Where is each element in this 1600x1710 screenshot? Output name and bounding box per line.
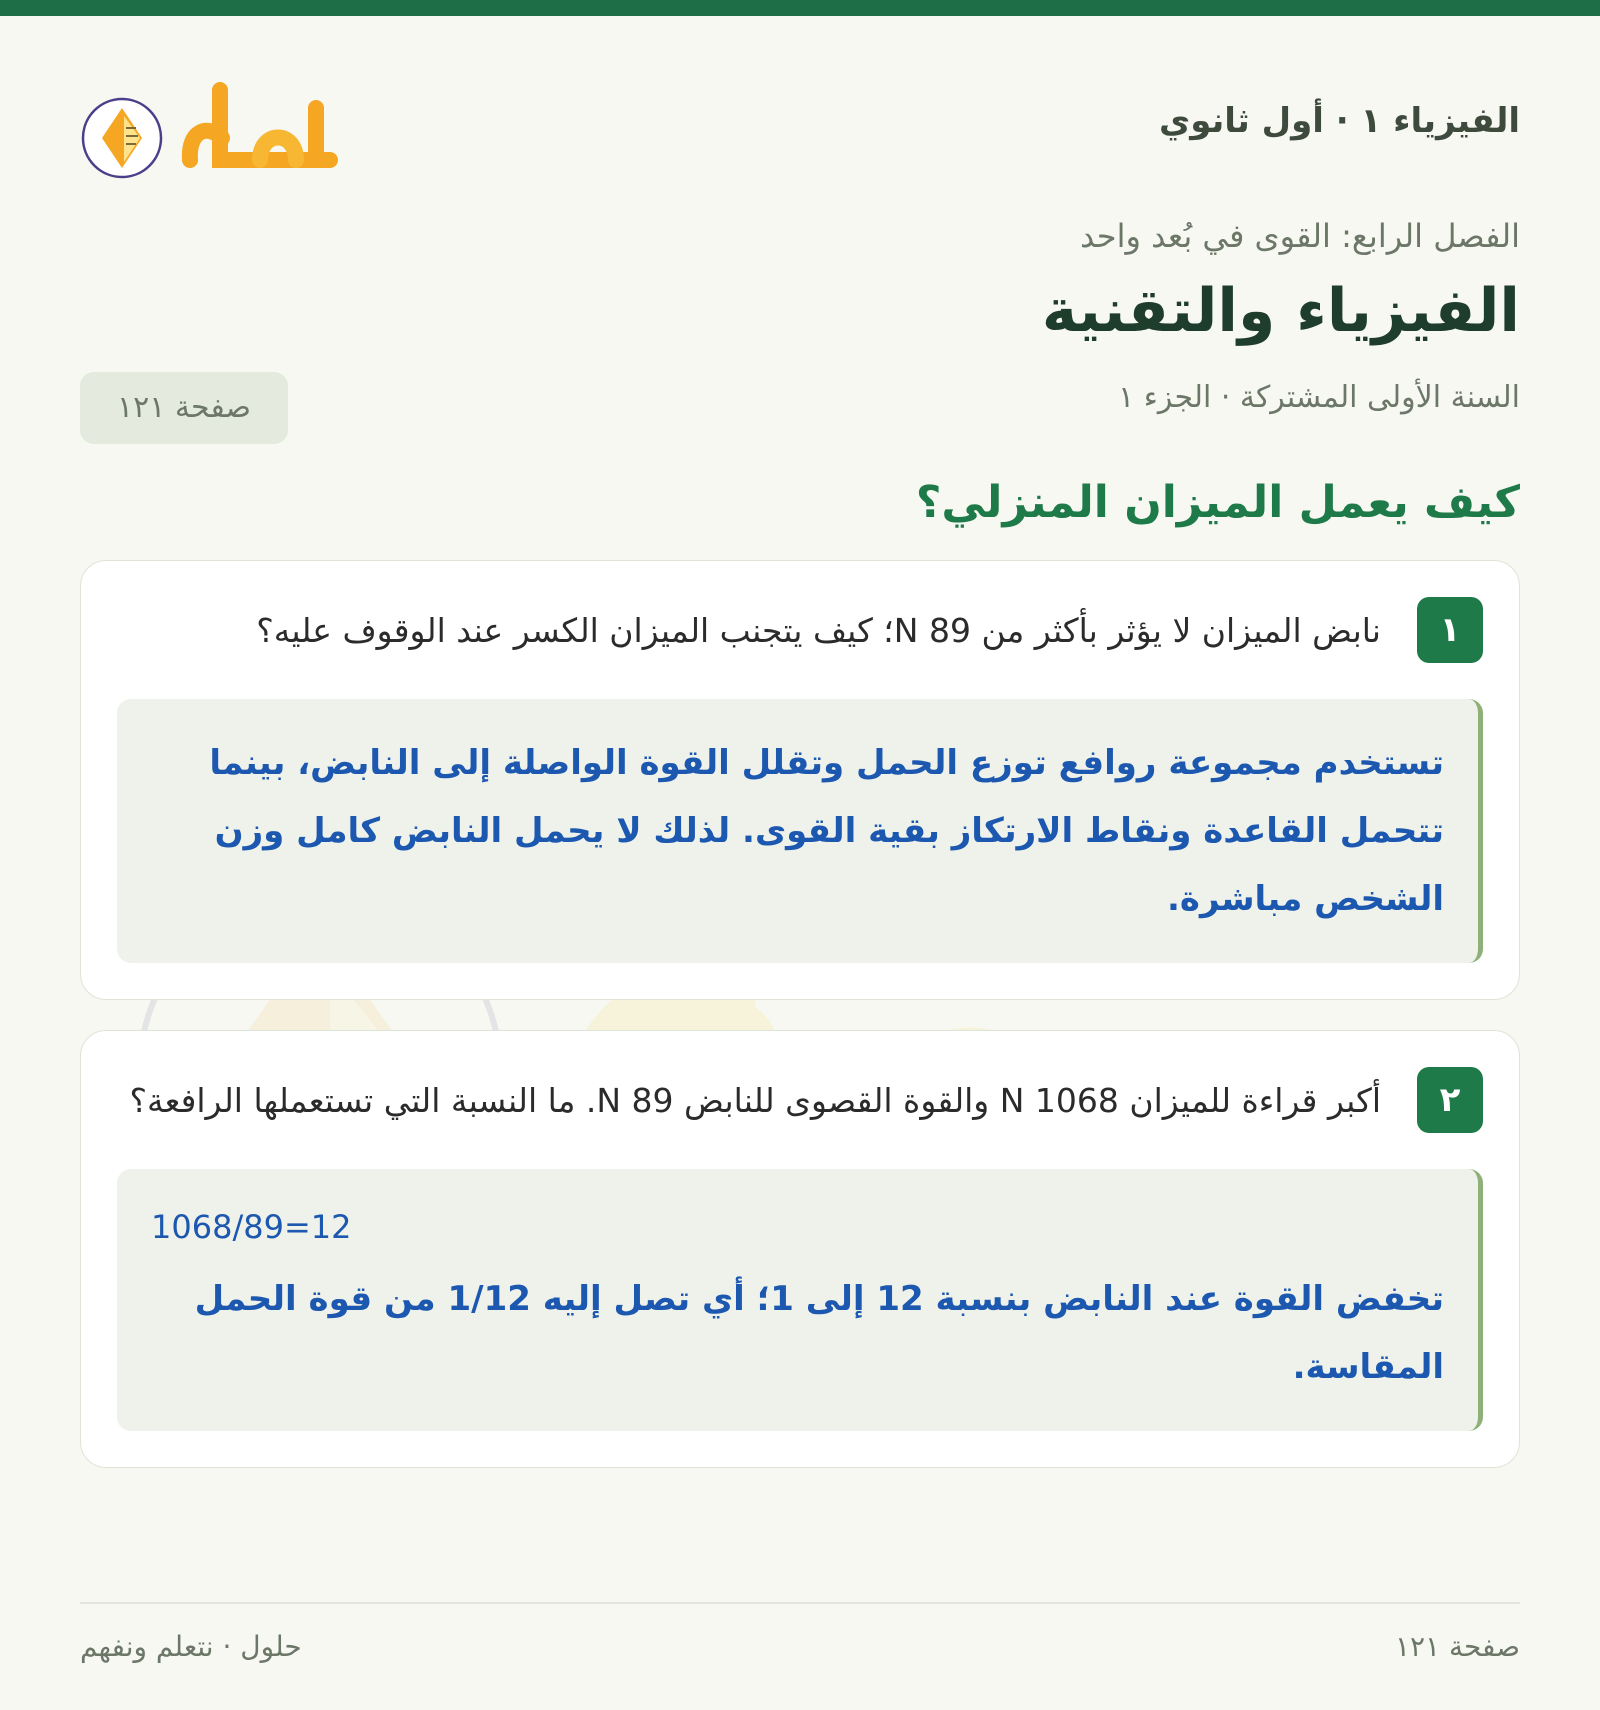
answer-text: تخفض القوة عند النابض بنسبة 12 إلى 1؛ أي تصل إليه 1/12 من قوة الحمل المقاسة. xyxy=(194,1279,1444,1387)
section-title: كيف يعمل الميزان المنزلي؟ xyxy=(915,477,1520,528)
subject-title: الفيزياء ١ · أول ثانوي xyxy=(1159,101,1520,141)
hulul-logo[interactable] xyxy=(80,68,360,198)
question-card-2 xyxy=(80,1030,1520,1468)
page-content xyxy=(80,16,1520,1468)
question-row xyxy=(117,1067,1483,1135)
answer-box xyxy=(117,1169,1483,1431)
top-accent-bar xyxy=(0,0,1600,16)
question-number: ١ xyxy=(1417,597,1483,663)
answer-equation: 1068/89=12 xyxy=(151,1208,352,1246)
chapter-label: الفصل الرابع: القوى في بُعد واحد xyxy=(1079,217,1520,255)
footer-page-number: صفحة ١٢١ xyxy=(1394,1630,1520,1663)
footer xyxy=(80,1602,1520,1684)
meta-row xyxy=(80,360,1520,456)
page-badge: صفحة ١٢١ xyxy=(80,372,288,444)
question-card-1 xyxy=(80,560,1520,1000)
answer-text: تستخدم مجموعة روافع توزع الحمل وتقلل القوة الواصلة إلى النابض، بينما تتحمل القاعدة ونقاط الارتكاز بقية القوى. لذلك لا يحمل النابض كامل وزن الشخص مباشرة. xyxy=(209,743,1444,919)
question-row xyxy=(117,597,1483,665)
footer-brand: حلول · نتعلم ونفهم xyxy=(80,1630,302,1663)
question-text: أكبر قراءة للميزان 1068 N والقوة القصوى للنابض 89 N. ما النسبة التي تستعملها الرافعة؟ xyxy=(129,1081,1381,1120)
question-number: ٢ xyxy=(1417,1067,1483,1133)
header xyxy=(80,16,1520,206)
hulul-logo-icon xyxy=(80,68,360,198)
grade-info: السنة الأولى المشتركة · الجزء ١ xyxy=(1118,380,1520,415)
question-text: نابض الميزان لا يؤثر بأكثر من 89 N؛ كيف يتجنب الميزان الكسر عند الوقوف عليه؟ xyxy=(256,611,1381,650)
answer-box xyxy=(117,699,1483,963)
lesson-title: الفيزياء والتقنية xyxy=(1041,276,1520,346)
